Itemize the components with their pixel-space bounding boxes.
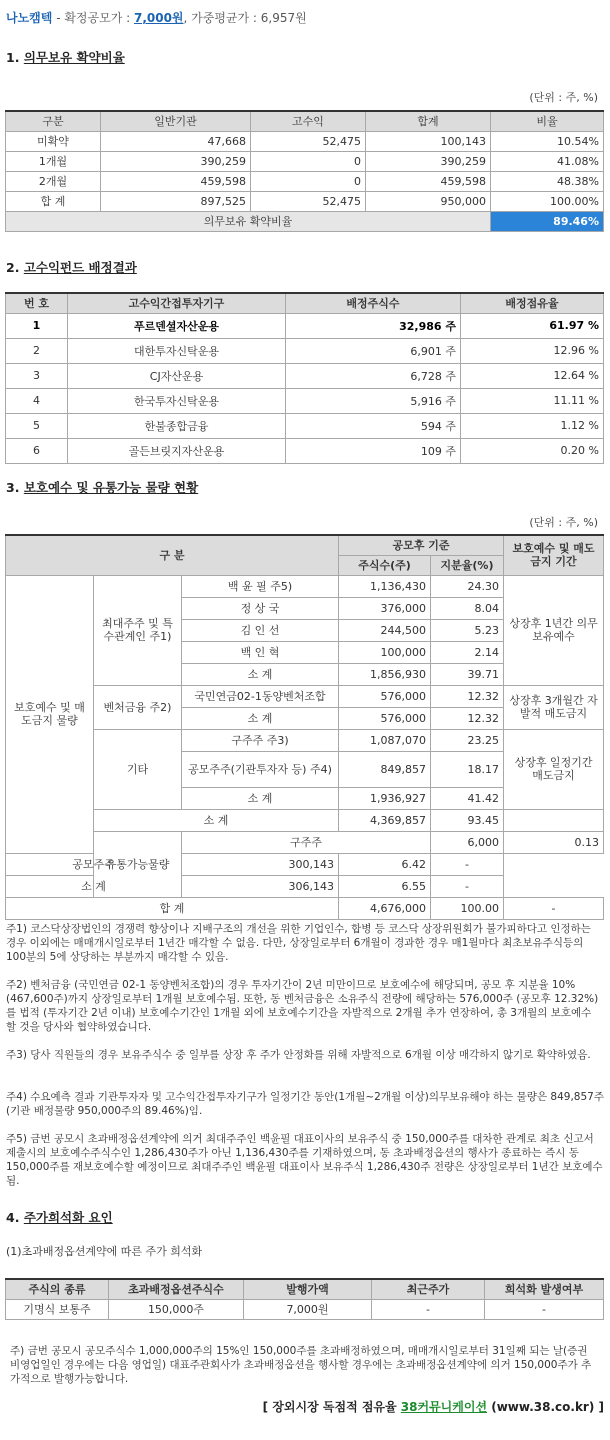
table-cell: 2개월	[6, 171, 101, 191]
table-cell: 5.23	[431, 619, 504, 641]
col-header: 보호예수 및 매도금지 기간	[504, 535, 604, 575]
group-etc: 기타	[94, 729, 182, 809]
table-cell: 23.25	[431, 729, 504, 751]
text: 보호예수 및 유통가능 물량 현황	[23, 480, 199, 495]
table-cell: 1,087,070	[339, 729, 431, 751]
table-row	[6, 729, 604, 751]
table-cell: 897,525	[101, 191, 251, 211]
table-row	[6, 438, 604, 463]
table-cell: 6.55	[339, 875, 431, 897]
table-cell: 1,136,430	[339, 575, 431, 597]
table-cell: 24.30	[431, 575, 504, 597]
col-header: 일반기관	[101, 111, 251, 131]
table-cell: 대한투자신탁운용	[68, 338, 286, 363]
table-cell: 300,143	[182, 853, 339, 875]
table-cell: 244,500	[339, 619, 431, 641]
table-cell: 93.45	[431, 809, 504, 831]
table-cell: 100.00	[431, 897, 504, 919]
table-row	[6, 191, 604, 211]
table-cell: CJ자산운용	[68, 363, 286, 388]
col-header: 지분율(%)	[431, 555, 504, 575]
col-header: 비율	[491, 111, 604, 131]
table-cell: 12.32	[431, 707, 504, 729]
section1-title	[6, 48, 125, 66]
col-header: 배정점유율	[461, 293, 604, 313]
section2-title	[6, 258, 137, 276]
table-cell: 합 계	[6, 191, 101, 211]
table-cell: 41.08%	[491, 151, 604, 171]
table-cell: 0	[251, 171, 366, 191]
table-cell: 백 윤 필 주5)	[182, 575, 339, 597]
company-name[interactable]: 나노캠텍	[6, 11, 53, 25]
table-cell: -	[485, 1299, 604, 1319]
table-cell: 6.42	[339, 853, 431, 875]
table-cell: 한불종합금융	[68, 413, 286, 438]
text: [ 장외시장 독점적 점유율	[262, 1400, 401, 1414]
table-cell: 3	[6, 363, 68, 388]
table-row	[6, 388, 604, 413]
table-cell: 11.11 %	[461, 388, 604, 413]
price-header	[6, 9, 307, 26]
col-header: 고수익	[251, 111, 366, 131]
section3-unit: (단위 : 주, %)	[529, 516, 598, 529]
summary-value: 89.46%	[491, 211, 604, 231]
col-header: 주식수(주)	[339, 555, 431, 575]
table-cell: 376,000	[339, 597, 431, 619]
table-cell: 849,857	[339, 751, 431, 787]
summary-row	[6, 211, 604, 231]
table-row	[6, 535, 604, 555]
lockup-status-table	[5, 534, 604, 920]
period-venture: 상장후 3개월간 자발적 매도금지	[504, 685, 604, 729]
table-row	[6, 313, 604, 338]
section4-title	[6, 1208, 113, 1226]
table-cell: 1,856,930	[339, 663, 431, 685]
table-row	[6, 1279, 604, 1299]
table-cell: 푸르덴셜자산운용	[68, 313, 286, 338]
table-row	[6, 575, 604, 597]
table-cell: 구주주 주3)	[182, 729, 339, 751]
table-row	[6, 131, 604, 151]
table-row	[6, 363, 604, 388]
table-cell: 594 주	[286, 413, 461, 438]
table-cell: 기명식 보통주	[6, 1299, 109, 1319]
table-cell: 국민연금02-1동양벤처조합	[182, 685, 339, 707]
table-cell: 정 상 국	[182, 597, 339, 619]
group-float: 유통가능물량	[94, 831, 182, 897]
table-cell: 5,916 주	[286, 388, 461, 413]
header-sep: - 확정공모가 :	[52, 11, 134, 25]
total-row	[6, 897, 604, 919]
table-cell: 48.38%	[491, 171, 604, 191]
confirmed-price: 7,000원	[133, 11, 184, 25]
table-cell: 1,936,927	[339, 787, 431, 809]
table-cell: 소 계	[182, 663, 339, 685]
text: 의무보유 확약비율	[23, 50, 125, 65]
note-3: 주3) 당사 직원들의 경우 보유주식수 중 일부를 상장 후 주가 안정화를 위해 자발적으로 6개월 이상 매각하지 않기로 확약하였음.	[6, 1049, 591, 1061]
period-etc: 상장후 일정기간 매도금지	[504, 729, 604, 809]
table-cell: 109 주	[286, 438, 461, 463]
section3-title	[6, 478, 198, 496]
note-5: 주5) 금번 공모시 초과배정옵션계약에 의거 최대주주인 백윤필 대표이사의 보유주식 중 150,000주를 대차한 관계로 최초 신고서 제출시의 보호예수주식수인 1,286,430주가 아닌 1,136,430주를 기재하였으며, 동 초과배정옵션의 행사가 종료하는 즉시 동 150,000주를 재보호예수할 예정이므로 최대주주인 백윤필 대표이사 보유주식 1,286,430주 전량은 상장일로부터 1년간 보호예수됨.	[6, 1133, 603, 1187]
table-cell: 6,901 주	[286, 338, 461, 363]
table-cell: 합 계	[6, 897, 339, 919]
table-cell: 390,259	[101, 151, 251, 171]
table-cell: 100,000	[339, 641, 431, 663]
table-cell: 소 계	[182, 787, 339, 809]
lockup-table	[5, 110, 604, 232]
table-cell: 41.42	[431, 787, 504, 809]
dilution-table	[5, 1278, 604, 1320]
table-cell: 0.13	[504, 831, 604, 853]
table-cell: 61.97 %	[461, 313, 604, 338]
table-cell: 10.54%	[491, 131, 604, 151]
table-cell: 4,676,000	[339, 897, 431, 919]
table-cell: 6,728 주	[286, 363, 461, 388]
table-cell: 소 계	[182, 707, 339, 729]
text: 고수익펀드 배정결과	[23, 260, 137, 275]
period-major: 상장후 1년간 의무보유예수	[504, 575, 604, 685]
table-row	[6, 809, 604, 831]
table-cell: 6,000	[431, 831, 504, 853]
brand-link[interactable]: 38커뮤니케이션	[400, 1400, 488, 1414]
table-cell: 6	[6, 438, 68, 463]
col-header: 주식의 종류	[6, 1279, 109, 1299]
table-row	[6, 151, 604, 171]
table-cell	[504, 809, 604, 831]
table-cell: 1	[6, 313, 68, 338]
table-cell: 2.14	[431, 641, 504, 663]
allocation-table	[5, 292, 604, 464]
table-cell: 1.12 %	[461, 413, 604, 438]
table-cell: 39.71	[431, 663, 504, 685]
table-cell: -	[372, 1299, 485, 1319]
table-row	[6, 111, 604, 131]
group-venture: 벤처금융 주2)	[94, 685, 182, 729]
table-cell: 52,475	[251, 131, 366, 151]
col-header: 공모후 기준	[339, 535, 504, 555]
text: 1.	[6, 50, 24, 65]
table-row	[6, 171, 604, 191]
table-cell: 100.00%	[491, 191, 604, 211]
text: 3.	[6, 480, 24, 495]
text: (www.38.co.kr) ]	[487, 1400, 604, 1414]
table-cell: 100,143	[366, 131, 491, 151]
table-cell: 공모주주(기관투자자 등) 주4)	[182, 751, 339, 787]
col-header: 구 분	[6, 535, 339, 575]
table-cell: 0	[251, 151, 366, 171]
table-cell: 306,143	[182, 875, 339, 897]
table-cell: 12.96 %	[461, 338, 604, 363]
table-cell: 32,986 주	[286, 313, 461, 338]
table-cell: 소 계	[6, 875, 182, 897]
col-header: 번 호	[6, 293, 68, 313]
section4-subtitle: (1)초과배정옵션계약에 따른 주가 희석화	[6, 1245, 203, 1258]
text: 2.	[6, 260, 24, 275]
col-header: 희석화 발생여부	[485, 1279, 604, 1299]
text: 주가희석화 요인	[23, 1210, 113, 1225]
table-cell: 4	[6, 388, 68, 413]
table-cell: 150,000주	[109, 1299, 244, 1319]
avg-price: , 가중평균가 : 6,957원	[183, 11, 307, 25]
table-row	[6, 853, 604, 875]
table-cell: 12.32	[431, 685, 504, 707]
table-row	[6, 293, 604, 313]
col-header: 초과배정옵션주식수	[109, 1279, 244, 1299]
table-cell: -	[431, 853, 504, 875]
col-header: 고수익간접투자기구	[68, 293, 286, 313]
table-cell: 김 인 선	[182, 619, 339, 641]
table-cell: 459,598	[366, 171, 491, 191]
table-cell: 8.04	[431, 597, 504, 619]
table-cell: 52,475	[251, 191, 366, 211]
table-row	[6, 875, 604, 897]
table-cell: 백 인 혁	[182, 641, 339, 663]
table-cell: 576,000	[339, 685, 431, 707]
table-row	[6, 413, 604, 438]
table-cell: -	[504, 897, 604, 919]
table-cell: 1개월	[6, 151, 101, 171]
table-cell: 미확약	[6, 131, 101, 151]
table-row	[6, 338, 604, 363]
table-cell: 47,668	[101, 131, 251, 151]
table-cell: 소 계	[94, 809, 339, 831]
table-cell: 한국투자신탁운용	[68, 388, 286, 413]
col-header: 최근주가	[372, 1279, 485, 1299]
note-2: 주2) 벤처금융 (국민연금 02-1 동양벤처조합)의 경우 투자기간이 2년 미만이므로 보호예수에 해당되며, 공모 후 지분율 10% (467,600주)까지 상장일로부터 1개월 보호예수됨. 또한, 동 벤처금융은 소유주식 전량에 해당하는 576,000주 (공모후 12.32%)를 법적 (투자기간 2년 이내) 보호예수기간인 1개월 외에 보호예수기간을 자발적으로 2개월 추가 연장하여, 총 3개월의 보호예수 할 것을 당사와 협약하였습니다.	[6, 979, 599, 1033]
summary-label: 의무보유 확약비율	[6, 211, 491, 231]
table-cell: 4,369,857	[339, 809, 431, 831]
table-row	[6, 831, 604, 853]
table-cell: 18.17	[431, 751, 504, 787]
table-cell: 구주주	[182, 831, 431, 853]
table-cell: 459,598	[101, 171, 251, 191]
table-cell: 576,000	[339, 707, 431, 729]
table-cell: 5	[6, 413, 68, 438]
col-header: 구분	[6, 111, 101, 131]
section1-unit: (단위 : 주, %)	[529, 91, 598, 104]
group-major: 최대주주 및 특수관계인 주1)	[94, 575, 182, 685]
table-cell: 950,000	[366, 191, 491, 211]
text: 4.	[6, 1210, 24, 1225]
section4-note: 주) 금번 공모시 공모주식수 1,000,000주의 15%인 150,000주를 초과배정하였으며, 매매개시일로부터 31일째 되는 날(증권 비영업일인 경우에는 다음 영업일) 대표주관회사가 초과배정옵션을 행사할 경우에는 초과배정옵션계약에 의거 150,000주가 추가적으로 발행가능합니다.	[10, 1345, 592, 1385]
group-protect: 보호예수 및 매도금지 물량	[6, 575, 94, 853]
table-row	[6, 685, 604, 707]
table-row	[6, 1299, 604, 1319]
table-cell: -	[431, 875, 504, 897]
table-cell: 골든브릿지자산운용	[68, 438, 286, 463]
col-header: 합계	[366, 111, 491, 131]
table-cell: 390,259	[366, 151, 491, 171]
footer-banner	[263, 1398, 604, 1415]
col-header: 발행가액	[244, 1279, 372, 1299]
note-1: 주1) 코스닥상장법인의 경쟁력 향상이나 지배구조의 개선을 위한 기업인수, 합병 등 코스닥 상장위원회가 불가피하다고 인정하는 경우 이외에는 매매개시일로부터 1년간 매각할 수 없음. 다만, 상장일로부터 6개월이 경과한 경우 매1월마다 최초보유주식등의 100분의 5에 상당하는 부분까지 매각할 수 있음.	[6, 923, 591, 963]
table-cell: 공모주주	[6, 853, 182, 875]
table-cell: 7,000원	[244, 1299, 372, 1319]
note-4: 주4) 수요예측 결과 기관투자자 및 고수익간접투자기구가 일정기간 동안(1개월~2개월 이상)의무보유해야 하는 물량은 849,857주(기관 배정물량 950,000주의 89.46%)임.	[6, 1091, 604, 1117]
table-cell: 12.64 %	[461, 363, 604, 388]
col-header: 배정주식수	[286, 293, 461, 313]
table-cell: 2	[6, 338, 68, 363]
table-cell: 0.20 %	[461, 438, 604, 463]
